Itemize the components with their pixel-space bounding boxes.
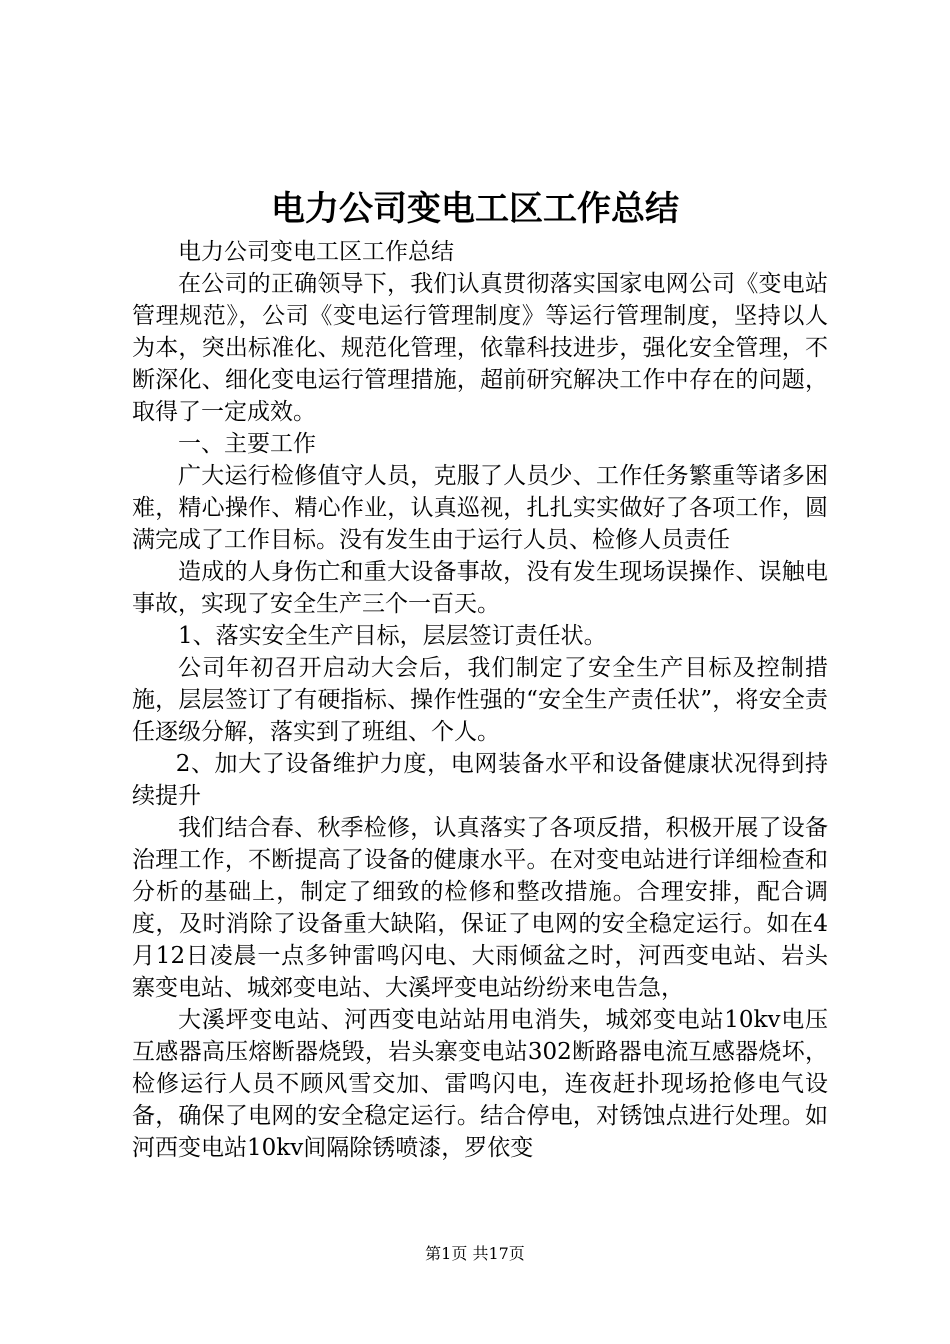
paragraph-emergency-repair: 大溪坪变电站、河西变电站站用电消失，城郊变电站10kv电压互感器高压熔断器烧毁，岩头寨变电站302断路器电流互感器烧坏，检修运行人员不顾风雪交加、雷鸣闪电，连夜赶扑现场抢修电气设备，确保了电网的安全稳定运行。结合停电，对锈蚀点进行处理。如河西变电站10kv间隔除锈喷漆，罗依变: [132, 1007, 828, 1161]
subheading-equipment-maintenance: 2、加大了设备维护力度，电网装备水平和设备健康状况得到持续提升: [132, 751, 828, 809]
paragraph-safety-result: 造成的人身伤亡和重大设备事故，没有发生现场误操作、误触电事故，实现了安全生产三个一百天。: [132, 559, 828, 617]
paragraph-heading-repeat: 电力公司变电工区工作总结: [178, 239, 454, 265]
section-heading-main-work: 一、主要工作: [178, 431, 316, 457]
paragraph-maintenance-details: 我们结合春、秋季检修，认真落实了各项反措，积极开展了设备治理工作，不断提高了设备的健康水平。在对变电站进行详细检查和分析的基础上，制定了细致的检修和整改措施。合理安排，配合调度，及时消除了设备重大缺陷，保证了电网的安全稳定运行。如在4月12日凌晨一点多钟雷鸣闪电、大雨倾盆之时，河西变电站、岩头寨变电站、城郊变电站、大溪坪变电站纷纷来电告急，: [132, 815, 828, 1001]
paragraph-intro: 在公司的正确领导下，我们认真贯彻落实国家电网公司《变电站管理规范》，公司《变电运行管理制度》等运行管理制度，坚持以人为本，突出标准化、规范化管理，依靠科技进步，强化安全管理，不断深化、细化变电运行管理措施，超前研究解决工作中存在的问题，取得了一定成效。: [132, 271, 828, 425]
subheading-safety-goal: 1、落实安全生产目标，层层签订责任状。: [178, 623, 607, 649]
document-title: 电力公司变电工区工作总结: [271, 189, 679, 229]
paragraph-responsibility: 公司年初召开启动大会后，我们制定了安全生产目标及控制措施，层层签订了有硬指标、操作性强的“安全生产责任状”，将安全责任逐级分解，落实到了班组、个人。: [132, 655, 828, 745]
document-body: [132, 236, 828, 1164]
paragraph-staff-work: 广大运行检修值守人员，克服了人员少、工作任务繁重等诸多困难，精心操作、精心作业，认真巡视，扎扎实实做好了各项工作，圆满完成了工作目标。没有发生由于运行人员、检修人员责任: [132, 463, 828, 553]
page-number-footer: 第1页 共17页: [425, 1244, 525, 1263]
